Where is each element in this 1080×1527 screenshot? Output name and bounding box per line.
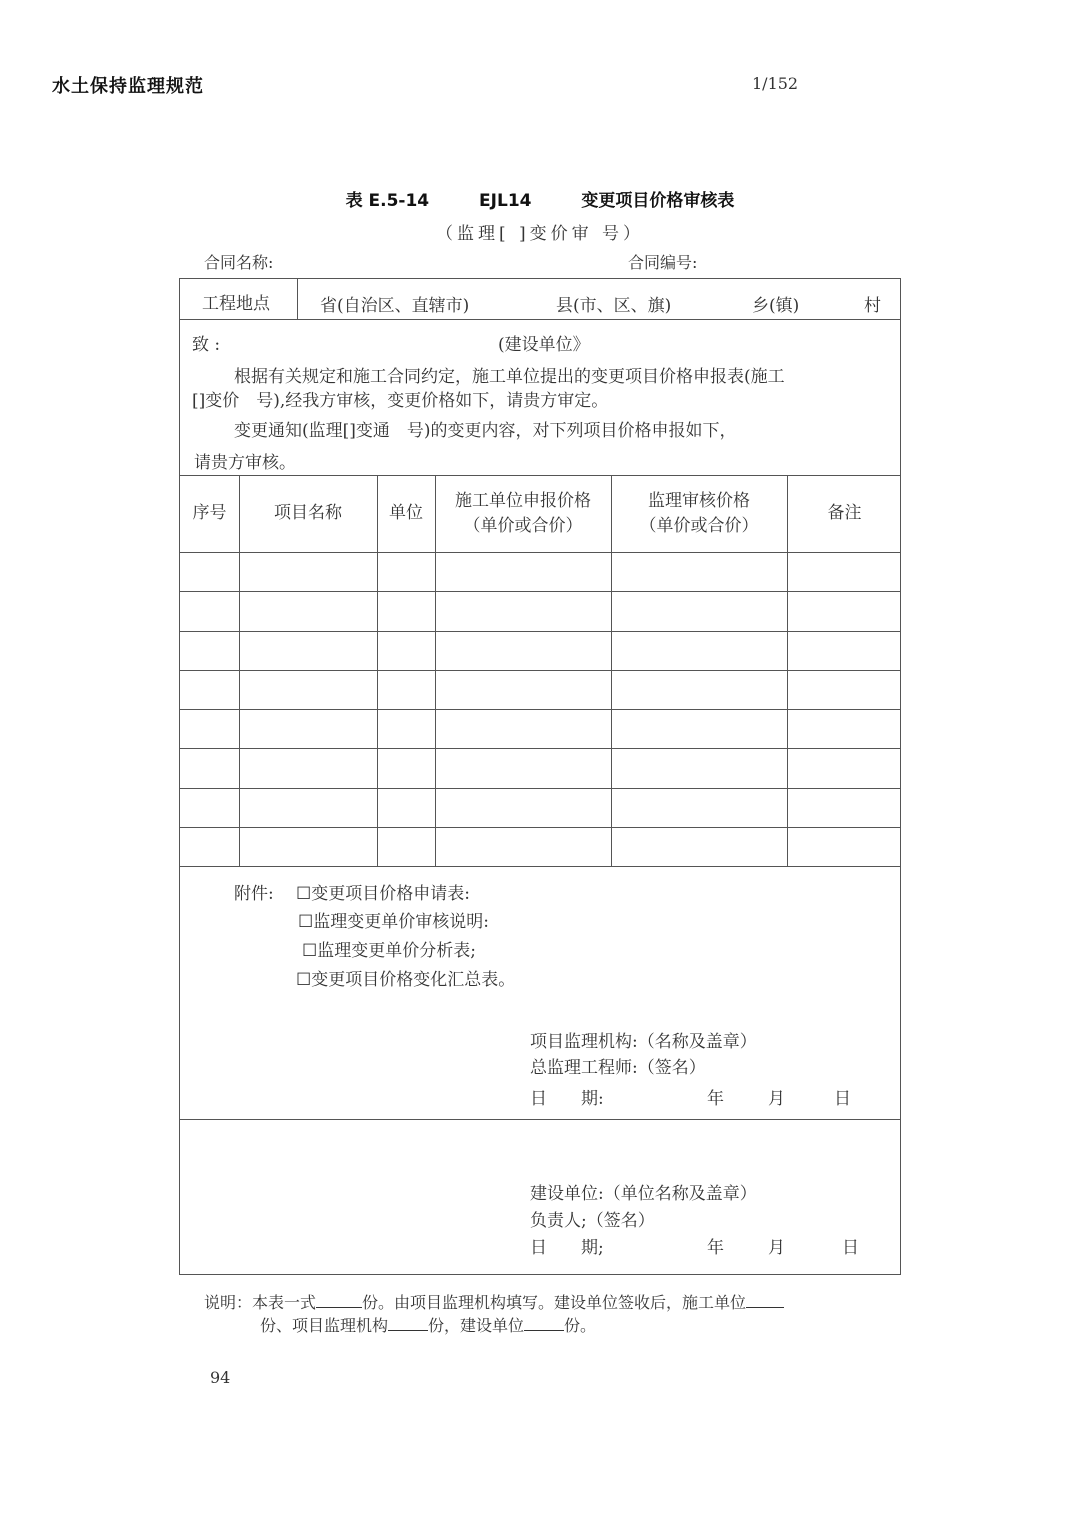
document-title: 水土保持监理规范	[52, 76, 204, 97]
contract-name-label: 合同名称:	[204, 253, 274, 272]
table-cell[interactable]	[611, 552, 787, 591]
supervisor-month: 月	[768, 1089, 785, 1109]
table-cell[interactable]	[611, 631, 787, 670]
to-label: 致 :	[192, 335, 221, 355]
table-cell[interactable]	[435, 748, 611, 787]
table-cell[interactable]	[239, 748, 377, 787]
notes-text: 份，建设单位	[428, 1316, 525, 1335]
column-header-line: 施工单位申报价格	[455, 490, 591, 511]
to-unit: (建设单位》	[498, 335, 590, 355]
table-cell[interactable]	[435, 788, 611, 827]
attachment-item[interactable]	[298, 907, 489, 932]
table-cell[interactable]	[787, 552, 902, 591]
table-cell[interactable]	[180, 552, 239, 591]
attachment-item[interactable]	[302, 936, 476, 961]
owner-copies-blank[interactable]	[524, 1314, 564, 1331]
owner-year: 年	[707, 1238, 724, 1258]
table-cell[interactable]	[787, 788, 902, 827]
table-cell[interactable]	[787, 631, 902, 670]
table-number: 表 E.5-14	[345, 191, 430, 211]
owner-date-label: 日 期;	[530, 1238, 604, 1258]
divider	[180, 1119, 900, 1120]
owner-day: 日	[842, 1238, 859, 1258]
table-cell[interactable]	[377, 670, 435, 709]
supervisor-date-label: 日 期:	[530, 1089, 604, 1109]
owner-org: 建设单位:（单位名称及盖章）	[530, 1184, 757, 1204]
table-cell[interactable]	[787, 827, 902, 866]
table-cell[interactable]	[435, 591, 611, 630]
table-cell[interactable]	[377, 827, 435, 866]
notes-text: 份。	[564, 1316, 597, 1335]
column-header-line: 监理审核价格	[648, 490, 750, 511]
location-township: 乡(镇)	[752, 296, 800, 316]
table-cell[interactable]	[435, 552, 611, 591]
table-cell[interactable]	[239, 827, 377, 866]
checkbox-icon[interactable]: ☐	[302, 941, 318, 961]
table-cell[interactable]	[180, 748, 239, 787]
supervisor-org: 项目监理机构:（名称及盖章）	[530, 1032, 757, 1052]
attachment-label: 监理变更单价审核说明:	[313, 912, 489, 932]
notes-line-1	[204, 1290, 784, 1313]
attachment-item[interactable]	[296, 965, 515, 990]
table-cell[interactable]	[239, 631, 377, 670]
table-cell[interactable]	[239, 552, 377, 591]
column-header	[377, 475, 435, 552]
table-cell[interactable]	[239, 591, 377, 630]
form-title: 变更项目价格审核表	[581, 191, 735, 211]
table-cell[interactable]	[377, 748, 435, 787]
contract-number-label: 合同编号:	[628, 253, 698, 272]
supervisor-year: 年	[707, 1089, 724, 1109]
attachment-label: 变更项目价格申请表:	[311, 884, 470, 904]
row-divider	[180, 866, 900, 867]
notes-line-2	[260, 1313, 596, 1336]
table-cell[interactable]	[611, 748, 787, 787]
location-label: 工程地点	[202, 294, 270, 314]
table-cell[interactable]	[180, 827, 239, 866]
column-header-line: 序号	[192, 503, 227, 523]
column-header-line: （单价或合价）	[463, 515, 583, 536]
divider	[297, 279, 298, 319]
table-cell[interactable]	[239, 670, 377, 709]
table-cell[interactable]	[435, 631, 611, 670]
column-header	[180, 475, 239, 552]
table-cell[interactable]	[377, 631, 435, 670]
supervisor-day: 日	[834, 1089, 851, 1109]
table-cell[interactable]	[377, 552, 435, 591]
supervisor-copies-blank[interactable]	[388, 1314, 428, 1331]
table-cell[interactable]	[239, 709, 377, 748]
table-cell[interactable]	[787, 591, 902, 630]
copies-blank[interactable]	[316, 1291, 362, 1308]
form-code: EJL14	[479, 191, 532, 211]
page-counter: 1/152	[752, 74, 799, 93]
table-cell[interactable]	[787, 748, 902, 787]
table-cell[interactable]	[611, 670, 787, 709]
table-cell[interactable]	[377, 788, 435, 827]
form-subtitle: （监理[ ]变价审 号）	[435, 224, 645, 244]
checkbox-icon[interactable]: ☐	[296, 884, 312, 904]
column-header-line: 项目名称	[274, 503, 342, 523]
table-cell[interactable]	[435, 709, 611, 748]
table-cell[interactable]	[611, 827, 787, 866]
table-cell[interactable]	[787, 670, 902, 709]
column-header-line: 单位	[389, 503, 423, 523]
column-header	[435, 475, 611, 552]
location-province: 省(自治区、直辖市)	[320, 296, 470, 316]
chief-engineer: 总监理工程师:（签名）	[530, 1058, 706, 1078]
column-header-line: 备注	[827, 503, 862, 523]
table-cell[interactable]	[435, 827, 611, 866]
table-cell[interactable]	[787, 709, 902, 748]
owner-month: 月	[768, 1238, 785, 1258]
table-cell[interactable]	[180, 631, 239, 670]
notes-text: 份。由项目监理机构填写。建设单位签收后，施工单位	[362, 1293, 747, 1312]
column-header-line: （单价或合价）	[639, 515, 759, 536]
column-header	[787, 475, 902, 552]
notes-text: 说明：本表一式	[204, 1293, 317, 1312]
table-cell[interactable]	[239, 788, 377, 827]
table-cell[interactable]	[435, 670, 611, 709]
paragraph-1-line-1: 根据有关规定和施工合同约定，施工单位提出的变更项目价格申报表(施工	[234, 367, 785, 387]
checkbox-icon[interactable]: ☐	[296, 970, 312, 990]
notes-text: 份、项目监理机构	[260, 1316, 389, 1335]
attachment-label: 监理变更单价分析表;	[317, 941, 476, 961]
table-cell[interactable]	[611, 788, 787, 827]
table-cell[interactable]	[180, 670, 239, 709]
attachment-label: 变更项目价格变化汇总表。	[311, 970, 516, 990]
divider	[180, 319, 900, 320]
page-number: 94	[210, 1368, 231, 1387]
paragraph-1-line-2: []变价 号),经我方审核，变更价格如下，请贵方审定。	[192, 391, 609, 411]
contractor-copies-blank[interactable]	[746, 1291, 784, 1308]
table-cell[interactable]	[180, 709, 239, 748]
checkbox-icon[interactable]: ☐	[298, 912, 314, 932]
attachments-label: 附件:	[234, 884, 274, 904]
owner-person: 负责人;（签名）	[530, 1211, 655, 1231]
table-cell[interactable]	[180, 591, 239, 630]
table-cell[interactable]	[377, 591, 435, 630]
table-cell[interactable]	[611, 709, 787, 748]
column-header	[239, 475, 377, 552]
paragraph-2-line-2: 请贵方审核。	[194, 453, 296, 473]
attachment-item[interactable]	[296, 879, 470, 904]
table-cell[interactable]	[180, 788, 239, 827]
location-county: 县(市、区、旗)	[556, 296, 672, 316]
table-title	[0, 186, 1080, 211]
location-village: 村	[864, 296, 881, 316]
paragraph-2-line-1: 变更通知(监理[]变通 号)的变更内容，对下列项目价格申报如下，	[234, 421, 737, 441]
table-cell[interactable]	[377, 709, 435, 748]
column-header	[611, 475, 787, 552]
form-table	[179, 278, 901, 1275]
table-cell[interactable]	[611, 591, 787, 630]
